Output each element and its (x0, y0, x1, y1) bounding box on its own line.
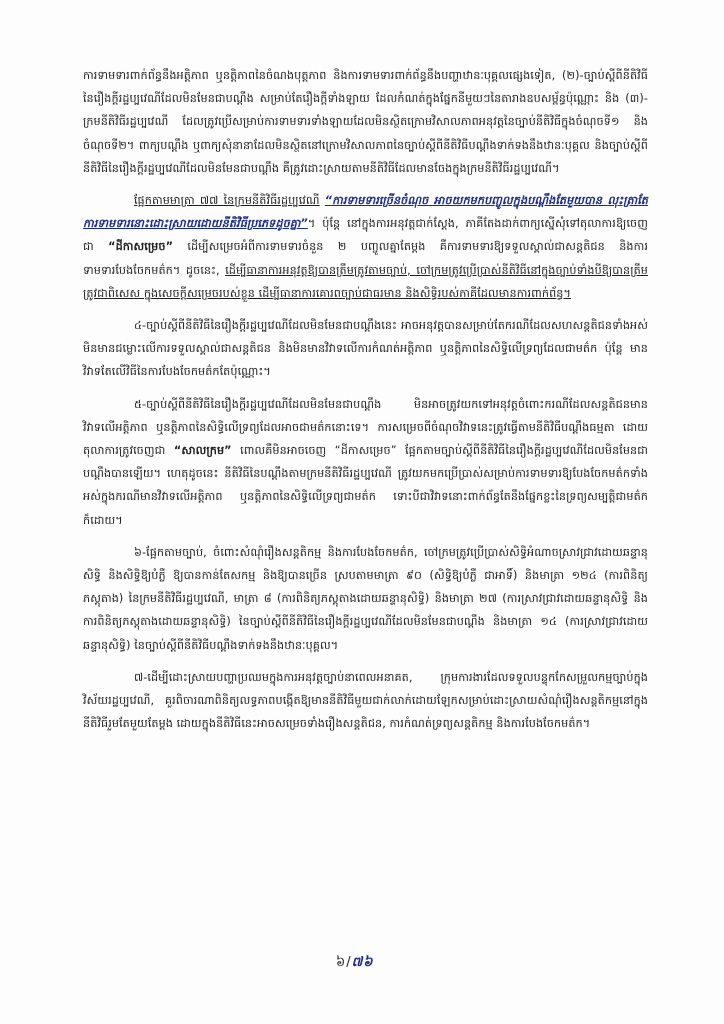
paragraph-2-text-2: ដើម្បីសម្រេចអំពីការទាមទារចំនួន ២ បញ្ចូលគ្នាតែម្តង គឺការទាមទារឱ្យទទួលស្គាល់ជាសន្តតិជន និងការទាមទារបែងចែកមត៌ក។ ដូចនេះ, (83, 240, 649, 277)
paragraph-2-emphasis: ដើម្បីធានាការអនុវត្តឱ្យបានត្រឹមត្រូវតាមច្បាប់, ចៅក្រមត្រូវប្រើប្រាស់នីតិវិធីនៅក្នុងច្បាប់ទាំងបីឱ្យបានត្រឹមត្រូវជាពិសេស ក្នុងសេចក្តីសម្រេចរបស់ខ្លួន ដើម្បីធានាការគោរពច្បាប់ជាធរមាន និងសិទ្ធិរបស់ភាគីដែលមានការពាក់ព័ន្ធ។ (83, 263, 648, 300)
paragraph-2-text: ។ ប៉ុន្តែ នៅក្នុងការអនុវត្តជាក់ស្តែង, ភាគីតែងដាក់ពាក្យស្នើសុំទៅតុលាការឱ្យចេញជា (83, 217, 648, 254)
paragraph-2-term: “ដីកាសម្រេច” (108, 240, 174, 254)
paragraph-5: ៦-ផ្អែកតាមច្បាប់, ចំពោះសំណុំរឿងសន្តតិកម្ម និងការបែងចែកមត៌ក, ចៅក្រមត្រូវប្រើប្រាស់សិទ្ធិអំណាចស្រាវជ្រាវដោយឆន្ទានុសិទ្ធិ និងសិទ្ធិឱ្យបំភ្លឺ ឱ្យបានកាន់តែសកម្ម និងឱ្យបានច្រើន ស្របតាមមាត្រា ៩០ (សិទ្ធិឱ្យបំភ្លឺ ជាអាទិ៍) និងមាត្រា ១២៤ (ការពិនិត្យភស្តុតាង) នៃក្រមនីតិវិធីរដ្ឋប្បវេណី, មាត្រា ៨ (ការពិនិត្យភស្តុតាងដោយឆន្ទានុសិទ្ធិ) និងមាត្រា ២៧ (ការស្រាវជ្រាវដោយឆន្ទានុសិទ្ធិ និងការពិនិត្យភស្តុតាងដោយឆន្ទានុសិទ្ធិ) នៃច្បាប់ស្តីពីនីតិវិធីនៃរឿងក្តីរដ្ឋប្បវេណីដែលមិនមែនជាបណ្តឹង និងមាត្រា ១៤ (ការស្រាវជ្រាវដោយឆន្ទានុសិទ្ធិ) នៃច្បាប់ស្តីពីនីតិវិធីបណ្តឹងទាក់ទងនឹងឋានៈបុគ្គល។ (83, 545, 648, 652)
paragraph-4-text-2: ពោលគឺមិនអាចចេញ “ដីកាសម្រេច” ផ្អែកតាមច្បាប់ស្តីពីនីតិវិធីនៃរឿងក្តីរដ្ឋប្បវេណីដែលមិនមែនជាបណ្តឹងបានឡើយ។ ហេតុដូចនេះ នីតិវិធីនៃបណ្តឹងតាមក្រមនីតិវិធីរដ្ឋប្បវេណី ត្រូវយកមកប្រើប្រាស់សម្រាប់ការទាមទារឱ្យបែងចែកមត៌កទាំងអស់ក្នុងករណីមានវិវាទលើអត្តិភាព ឬនត្តិភាពនៃសិទ្ធិលើទ្រព្យជាមត៌ក ទោះបីជាវិវាទនោះពាក់ព័ន្ធតែនឹងផ្នែកខ្លះនៃទ្រព្យសម្បត្តិជាមត៌កក៏ដោយ។ (83, 444, 649, 527)
paragraph-2-quote: “ការទាមទារច្រើនចំណុច អាចយកមកបញ្ចូលក្នុងបណ្តឹងតែមួយបាន លុះត្រាតែការទាមទារនោះដោះស្រាយដោយនីតិវិធីប្រភេទដូចគ្នា” (83, 194, 648, 231)
paragraph-4-term: “សាលក្រម” (173, 444, 232, 458)
paragraph-1: ការទាមទារពាក់ព័ន្ធនឹងអត្តិភាព ឬនត្តិភាពនៃចំណងបុត្តភាព និងការទាមទារពាក់ព័ន្ធនឹងបញ្ហាឋានៈបុគ្គលផ្សេងទៀត, (២)-ច្បាប់ស្តីពីនីតិវិធីនៃរឿងក្តីរដ្ឋប្បវេណីដែលមិនមែនជាបណ្តឹង សម្រាប់តែរឿងក្តីទាំងឡាយ ដែលកំណត់ក្នុងផ្នែកនីមួយៗនៃតារាងឧបសម្ព័ន្ធប៉ុណ្ណោះ និង (៣)-ក្រមនីតិវិធីរដ្ឋប្បវេណី ដែលត្រូវប្រើសម្រាប់ការទាមទារទាំងឡាយដែលមិនស្ថិតក្រោមវិសាលភាពអនុវត្តនៃច្បាប់នីតិវិធីក្នុងចំណុចទី១ និងចំណុចទី២។ ពាក្យបណ្តឹង ឬពាក្យសុំនានាដែលមិនស្ថិតនៅក្រោមវិសាលភាពនៃច្បាប់ស្តីពីនីតិវិធីបណ្តឹងទាក់ទងនឹងឋានៈបុគ្គល និងច្បាប់ស្តីពីនីតិវិធីនៃរឿងក្តីរដ្ឋប្បវេណីដែលមិនមែនជាបណ្តឹង គឺត្រូវដោះស្រាយតាមនីតិវិធីដែលមានចែងក្នុងក្រមនីតិវិធីរដ្ឋប្បវេណី។ (83, 69, 648, 175)
paragraph-2-ref: ផ្អែកតាមមាត្រា ៧៧ នៃក្រមនីតិវិធីរដ្ឋប្បវេណី (134, 194, 320, 208)
page-number-total: ៧៦ (351, 955, 374, 970)
page-number-current: ៦/ (336, 955, 352, 970)
paragraph-6: ៧-ដើម្បីដោះស្រាយបញ្ហាប្រឈមក្នុងការអនុវត្តច្បាប់នាពេលអនាគត, ក្រុមការងារដែលទទួលបន្ទុកកែសម្រួលកម្មច្បាប់ក្នុងវិស័យរដ្ឋប្បវេណី, គួរពិចារណាពិនិត្យលទ្ធភាពបង្កើតឱ្យមាននីតិវិធីមួយជាក់លាក់ដោយឡែកសម្រាប់ដោះស្រាយសំណុំរឿងសន្តតិកម្មនៅក្នុងនីតិវិធីរួមតែមួយតែម្តង ដោយក្នុងនីតិវិធីនេះអាចសម្រេចទាំងរឿងសន្តតិជន, ការកំណត់ទ្រព្យសន្តតិកម្ម និងការបែងចែកមត៌ក។ (83, 670, 648, 731)
document-body (83, 64, 648, 735)
page-number (336, 954, 373, 973)
paragraph-4 (83, 393, 648, 532)
paragraph-3: ៤-ច្បាប់ស្តីពីនីតិវិធីនៃរឿងក្តីរដ្ឋប្បវេណីដែលមិនមែនជាបណ្តឹងនេះ អាចអនុវត្តបានសម្រាប់តែករណីដែលសហសន្តតិជនទាំងអស់មិនមានជម្លោះលើការទទួលស្គាល់ជាសន្តតិជន និងមិនមានវិវាទលើការកំណត់អត្តិភាព ឬនត្តិភាពនៃសិទ្ធិលើទ្រព្យដែលជាមត៌ក ប៉ុន្តែ មានវិវាទតែលើវិធីនៃការបែងចែកមត៌កតែប៉ុណ្ណោះ។ (83, 319, 648, 379)
paragraph-4-text: ៥-ច្បាប់ស្តីពីនីតិវិធីនៃរឿងក្តីរដ្ឋប្បវេណីដែលមិនមែនជាបណ្តឹង មិនអាចត្រូវយកទៅអនុវត្តចំពោះករណីដែលសន្តតិជនមានវិវាទលើអត្តិភាព ឬនត្តិភាពនៃសិទ្ធិលើទ្រព្យដែលអាចជាមត៌កនោះទេ។ ការសម្រេចពីចំណុចវិវាទនេះត្រូវធ្វើតាមនីតិវិធីបណ្តឹងធម្មតា ដោយតុលាការត្រូវចេញជា (83, 397, 648, 458)
paragraph-2 (83, 189, 648, 305)
